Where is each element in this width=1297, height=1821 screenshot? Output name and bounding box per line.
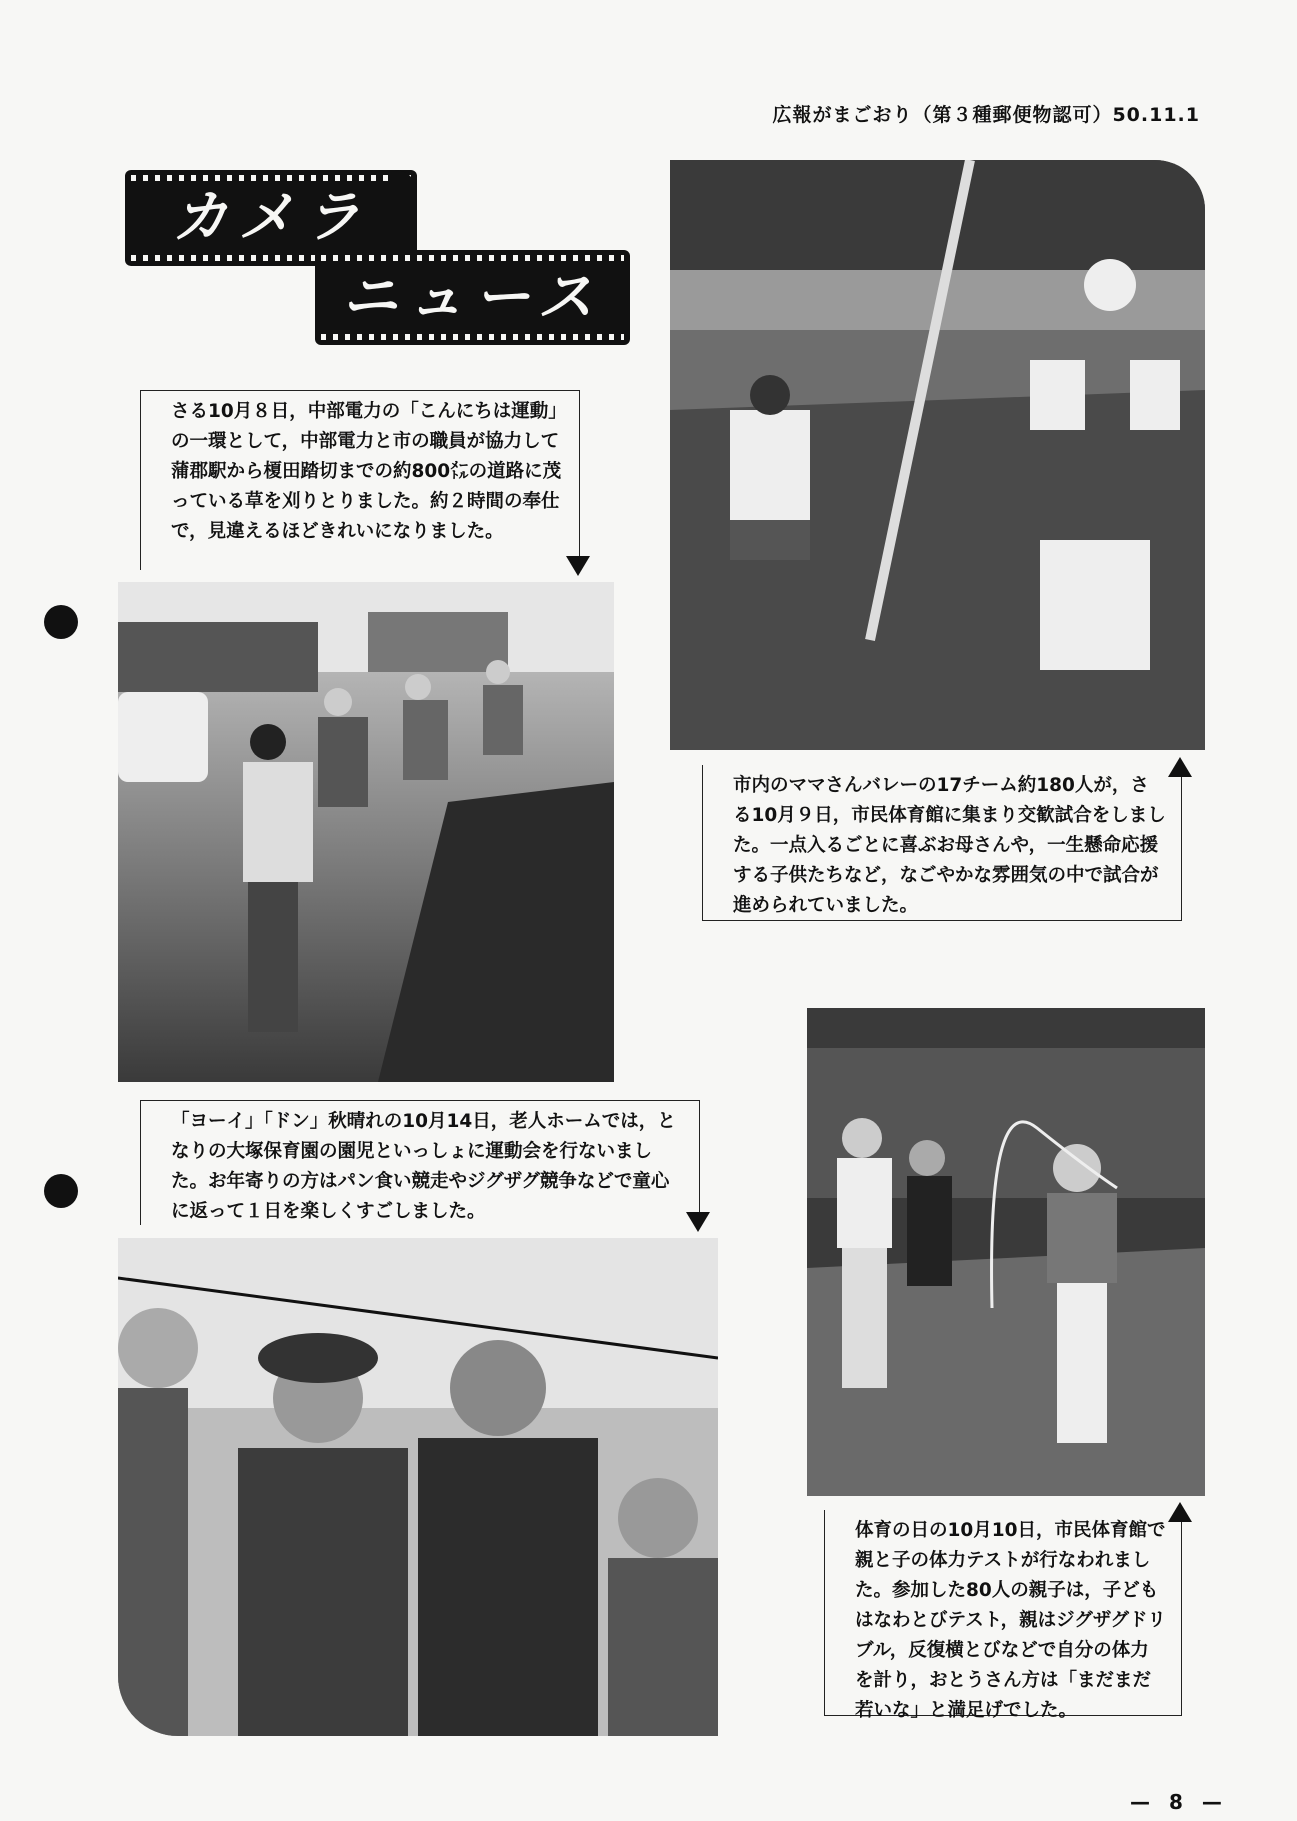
arrow-down-icon xyxy=(566,556,590,576)
title-film-strip-2 xyxy=(315,250,630,345)
photo-parent-child-fitness xyxy=(807,1008,1205,1496)
title-camera: カメラ xyxy=(172,185,370,250)
arrow-down-icon xyxy=(686,1212,710,1232)
title-news: ニュース xyxy=(341,264,604,330)
page-number: — 8 — xyxy=(1130,1790,1228,1814)
photo-elderly-sports-day xyxy=(118,1238,718,1736)
photo-mama-volleyball xyxy=(670,160,1205,750)
binding-hole-bottom xyxy=(44,1174,78,1208)
arrow-up-icon xyxy=(1168,1502,1192,1522)
caption-cleanup: さる10月８日，中部電力の「こんにちは運動」の一環として，中部電力と市の職員が協力して蒲郡駅から榎田踏切までの約800㍍の道路に茂っている草を刈りとりました。約２時間の奉仕で，見違えるほどきれいになりました。 xyxy=(140,390,580,570)
photo-road-cleanup xyxy=(118,582,614,1082)
masthead: 広報がまごおり（第３種郵便物認可）50.11.1 xyxy=(772,104,1200,126)
binding-hole-top xyxy=(44,605,78,639)
caption-elderly: 「ヨーイ」「ドン」秋晴れの10月14日，老人ホームでは，となりの大塚保育園の園児といっしょに運動会を行ないました。お年寄りの方はパン食い競走やジグザグ競争などで童心に返って１日を楽しくすごしました。 xyxy=(140,1100,700,1225)
caption-fitness: 体育の日の10月10日，市民体育館で親と子の体力テストが行なわれました。参加した80人の親子は，子どもはなわとびテスト，親はジグザグドリブル，反復横とびなどで自分の体力を計り，おとうさん方は「まだまだ若いな」と満足げでした。 xyxy=(824,1510,1182,1716)
caption-volleyball: 市内のママさんバレーの17チーム約180人が，さる10月９日，市民体育館に集まり交歓試合をしました。一点入るごとに喜ぶお母さんや，一生懸命応援する子供たちなど，なごやかな雰囲気の中で試合が進められていました。 xyxy=(702,765,1182,921)
arrow-up-icon xyxy=(1168,757,1192,777)
